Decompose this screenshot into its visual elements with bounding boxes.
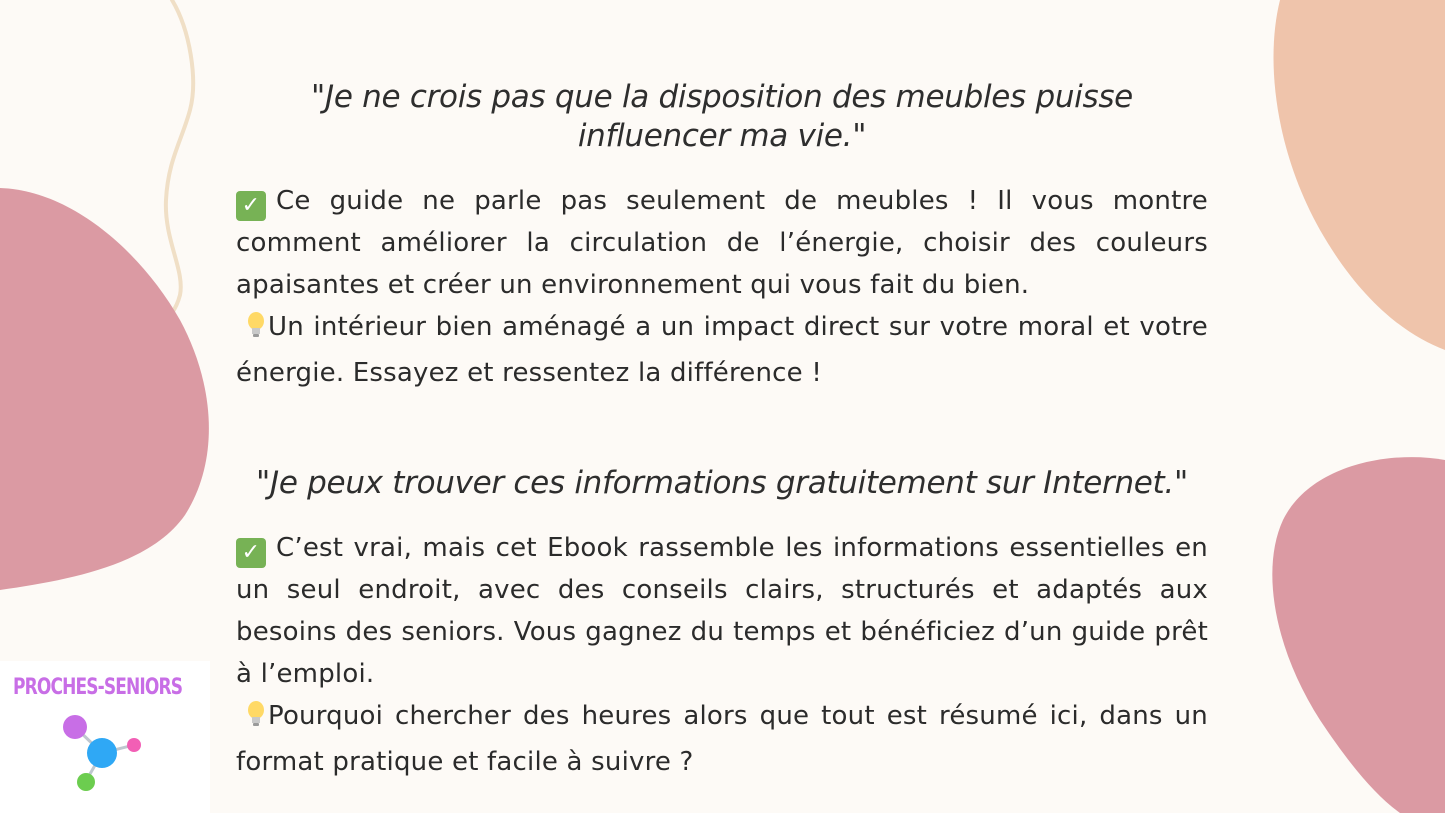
objection-2-answer: C’est vrai, mais cet Ebook rassemble les informations essentielles en un seul endroit, avec des conseils clairs, structurés et adaptés aux besoins des seniors. Vous gagnez du temps et bénéficiez d’un guide prêt à l’emploi.: [236, 533, 1208, 689]
proches-seniors-logo: [0, 661, 210, 813]
light-bulb-icon: [246, 699, 266, 741]
objection-1-tip: Un intérieur bien aménagé a un impact direct sur votre moral et votre énergie. Essayez et ressentez la différence !: [236, 312, 1208, 388]
check-mark-button-icon: ✓: [236, 538, 266, 568]
objection-2-tip: Pourquoi chercher des heures alors que tout est résumé ici, dans un format pratique et facile à suivre ?: [236, 701, 1208, 777]
beige-wavy-line: [158, 0, 193, 325]
pink-blob-left: [0, 188, 209, 590]
objection-1-answer: Ce guide ne parle pas seulement de meubles ! Il vous montre comment améliorer la circulation de l’énergie, choisir des couleurs apaisantes et créer un environnement qui vous fait du bien.: [236, 186, 1208, 300]
peach-blob-top-right: [1273, 0, 1445, 350]
objection-2-response: [236, 527, 1208, 783]
light-bulb-icon: [246, 310, 266, 352]
objection-2-quote: "Je peux trouver ces informations gratuitement sur Internet.": [256, 465, 1188, 501]
logo-text: PROCHES-SENIORS: [13, 675, 183, 700]
main-content: [236, 78, 1208, 783]
molecule-icon: [0, 661, 210, 813]
objection-1-response: [236, 180, 1208, 394]
pink-blob-bottom-right: [1272, 457, 1445, 813]
check-mark-button-icon: ✓: [236, 191, 266, 221]
objection-1-quote: "Je ne crois pas que la disposition des meubles puisse influencer ma vie.": [311, 79, 1133, 154]
